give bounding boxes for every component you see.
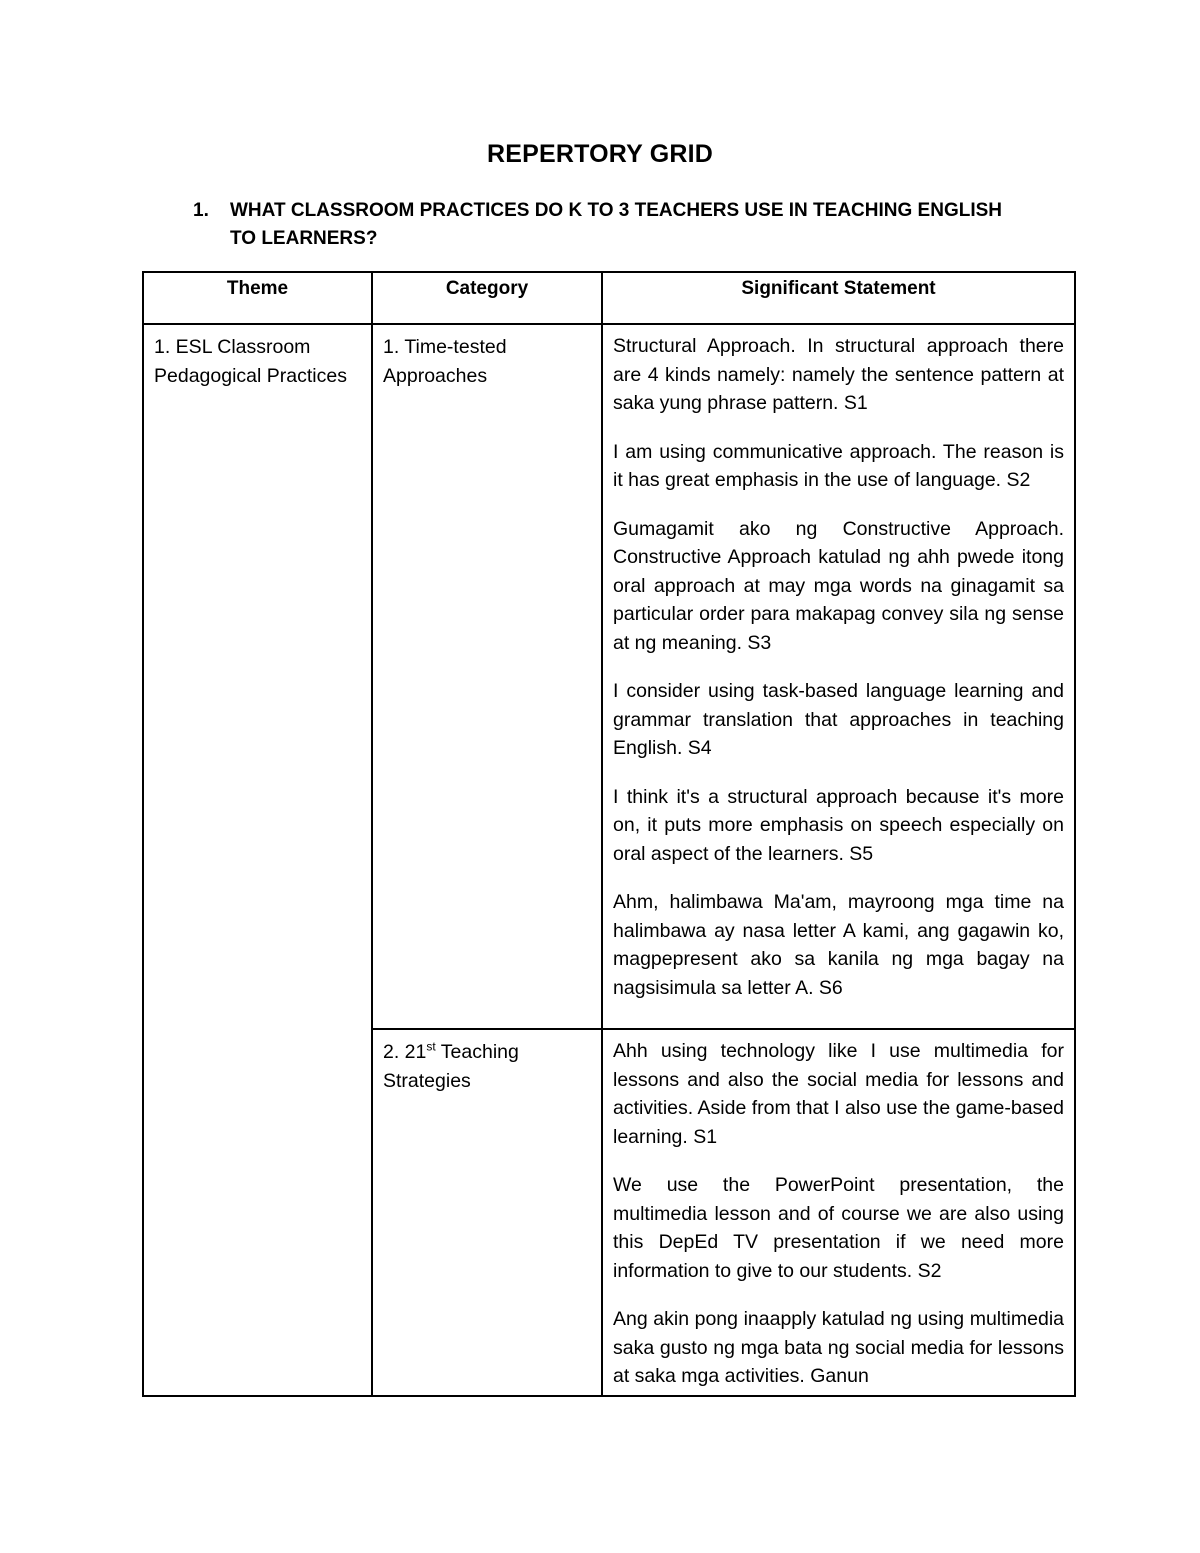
theme-cell bbox=[143, 324, 372, 1396]
category-cell bbox=[372, 1029, 602, 1396]
theme-text: 1. ESL Classroom Pedagogical Practices bbox=[154, 336, 347, 387]
document-title: REPERTORY GRID bbox=[487, 140, 713, 168]
category-text bbox=[383, 1038, 591, 1095]
question-number: 1. bbox=[193, 200, 209, 221]
significant-statement: Ahm, halimbawa Ma'am, mayroong mga time na halimbawa ay nasa letter A kami, ang gagawin ko, magpepresent ako sa kanila ng mga bagay na nagsisimula sa letter A. S6 bbox=[613, 891, 1064, 999]
question-text: WHAT CLASSROOM PRACTICES DO K TO 3 TEACHERS USE IN TEACHING ENGLISH TO LEARNERS? bbox=[230, 200, 1003, 249]
category-text: 1. Time-tested Approaches bbox=[383, 336, 507, 387]
header-significant-statement: Significant Statement bbox=[602, 272, 1075, 324]
significant-statement: We use the PowerPoint presentation, the multimedia lesson and of course we are also using this DepEd TV presentation if we need more information to give to our students. S2 bbox=[613, 1174, 1064, 1282]
significant-statement: Ahh using technology like I use multimedia for lessons and also the social media for lessons and activities. Aside from that I also use the game-based learning. S1 bbox=[613, 1040, 1064, 1148]
significant-statement: Structural Approach. In structural approach there are 4 kinds namely: namely the sentence pattern at saka yung phrase pattern. S1 bbox=[613, 335, 1064, 414]
significant-statement: I consider using task-based language learning and grammar translation that approaches in teaching English. S4 bbox=[613, 680, 1064, 759]
significant-statement: I think it's a structural approach because it's more on, it puts more emphasis on speech especially on oral aspect of the learners. S5 bbox=[613, 785, 1064, 865]
category-suffix: Teaching Strategies bbox=[383, 1041, 519, 1092]
significant-statement: Ang akin pong inaapply katulad ng using multimedia saka gusto ng mga bata ng social media for lessons at saka mga activities. Ganun bbox=[613, 1308, 1064, 1387]
statements-cell bbox=[602, 1029, 1075, 1396]
significant-statement: I am using communicative approach. The reason is it has great emphasis in the use of language. S2 bbox=[613, 440, 1064, 491]
category-cell bbox=[372, 324, 602, 1029]
category-superscript: st bbox=[426, 1039, 436, 1054]
significant-statement: Gumagamit ako ng Constructive Approach. Constructive Approach katulad ng ahh pwede itong oral approach at may mga words na ginagamit sa particular order para makapag convey sila ng sense at ng meaning. S3 bbox=[613, 517, 1064, 654]
table-row bbox=[143, 324, 1075, 1029]
header-theme: Theme bbox=[143, 272, 372, 324]
category-prefix: 2. 21 bbox=[383, 1041, 427, 1063]
table-header-row bbox=[143, 272, 1075, 324]
repertory-grid-table bbox=[142, 271, 1076, 1397]
statements-cell bbox=[602, 324, 1075, 1029]
research-question bbox=[193, 197, 1033, 253]
header-category: Category bbox=[372, 272, 602, 324]
